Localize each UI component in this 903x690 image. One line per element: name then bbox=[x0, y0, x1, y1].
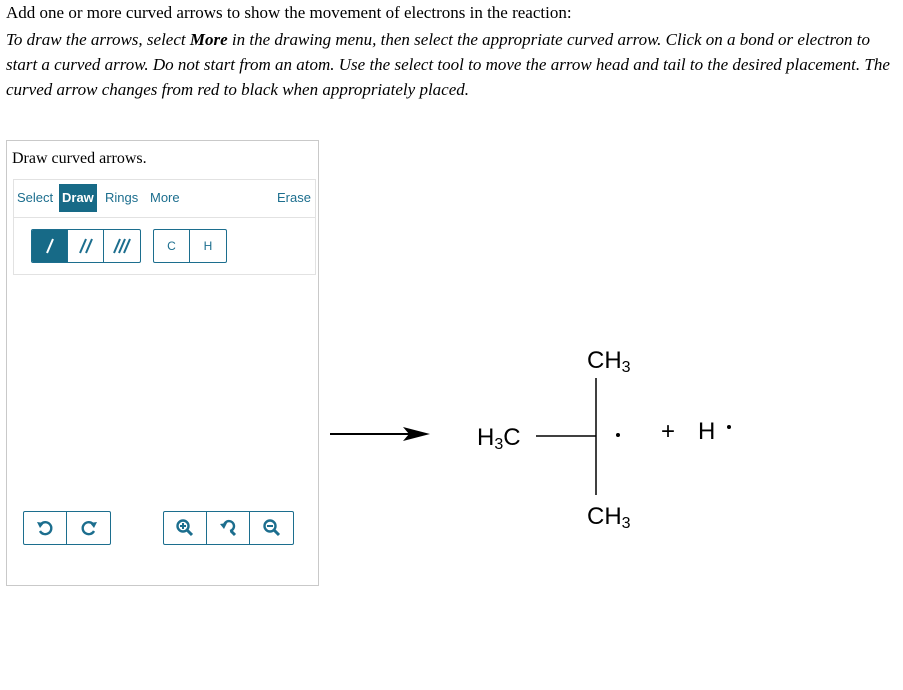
radical-electron-carbon bbox=[616, 433, 620, 437]
menu-more[interactable]: More bbox=[150, 190, 180, 205]
methyl-group-top: $CH_3$ bbox=[587, 347, 631, 376]
methyl-group-bottom: $CH_3$ bbox=[587, 503, 631, 532]
redo-button[interactable] bbox=[67, 512, 110, 544]
zoom-in-button[interactable] bbox=[164, 512, 207, 544]
single-bond-button[interactable] bbox=[32, 230, 68, 262]
undo-button[interactable] bbox=[24, 512, 67, 544]
radical-electron-hydrogen bbox=[727, 425, 731, 429]
atom-tool-group bbox=[153, 229, 227, 263]
zoom-group bbox=[163, 511, 294, 545]
methyl-group-left: $H_3C$ bbox=[477, 424, 521, 453]
history-group bbox=[23, 511, 111, 545]
zoom-out-button[interactable] bbox=[250, 512, 293, 544]
instructions-more-keyword: More bbox=[189, 30, 228, 49]
double-bond-button[interactable] bbox=[68, 230, 104, 262]
redo-icon bbox=[80, 519, 98, 537]
menu-rings[interactable]: Rings bbox=[105, 190, 139, 205]
reset-zoom-icon bbox=[218, 518, 238, 538]
double-bond-icon bbox=[76, 236, 96, 256]
triple-bond-button[interactable] bbox=[104, 230, 140, 262]
hydrogen-radical: H bbox=[698, 418, 716, 445]
panel-title: Draw curved arrows. bbox=[12, 150, 147, 167]
single-bond-icon bbox=[40, 236, 60, 256]
triple-bond-icon bbox=[112, 236, 132, 256]
question-instructions bbox=[6, 27, 898, 102]
drawing-panel bbox=[6, 140, 319, 586]
reaction-lines bbox=[325, 330, 745, 550]
zoom-out-icon bbox=[262, 518, 282, 538]
zoom-in-icon bbox=[175, 518, 195, 538]
drawing-toolbar bbox=[13, 179, 316, 275]
instructions-part2: in the drawing menu, then select the appropriate curved arrow. Click on a bond or electron to start a curved arrow. Do not start from an atom. Use the select tool to move the arrow head and tail to the desired placement. The curved arrow changes from red to black when appropriately placed. bbox=[6, 30, 890, 99]
reaction-scheme bbox=[325, 330, 745, 550]
question-prompt: Add one or more curved arrows to show the movement of electrons in the reaction: bbox=[6, 3, 572, 22]
reset-zoom-button[interactable] bbox=[207, 512, 250, 544]
menu-erase[interactable]: Erase bbox=[277, 190, 311, 205]
hydrogen-atom-button[interactable]: H bbox=[203, 239, 213, 253]
menu-select[interactable]: Select bbox=[17, 190, 54, 205]
bond-tool-group bbox=[31, 229, 141, 263]
plus-sign: + bbox=[661, 418, 676, 445]
carbon-atom-button[interactable]: C bbox=[154, 230, 190, 262]
drawing-menu bbox=[14, 180, 315, 218]
menu-draw[interactable]: Draw bbox=[59, 184, 97, 212]
instructions-part1: To draw the arrows, select bbox=[6, 30, 190, 49]
undo-icon bbox=[36, 519, 54, 537]
